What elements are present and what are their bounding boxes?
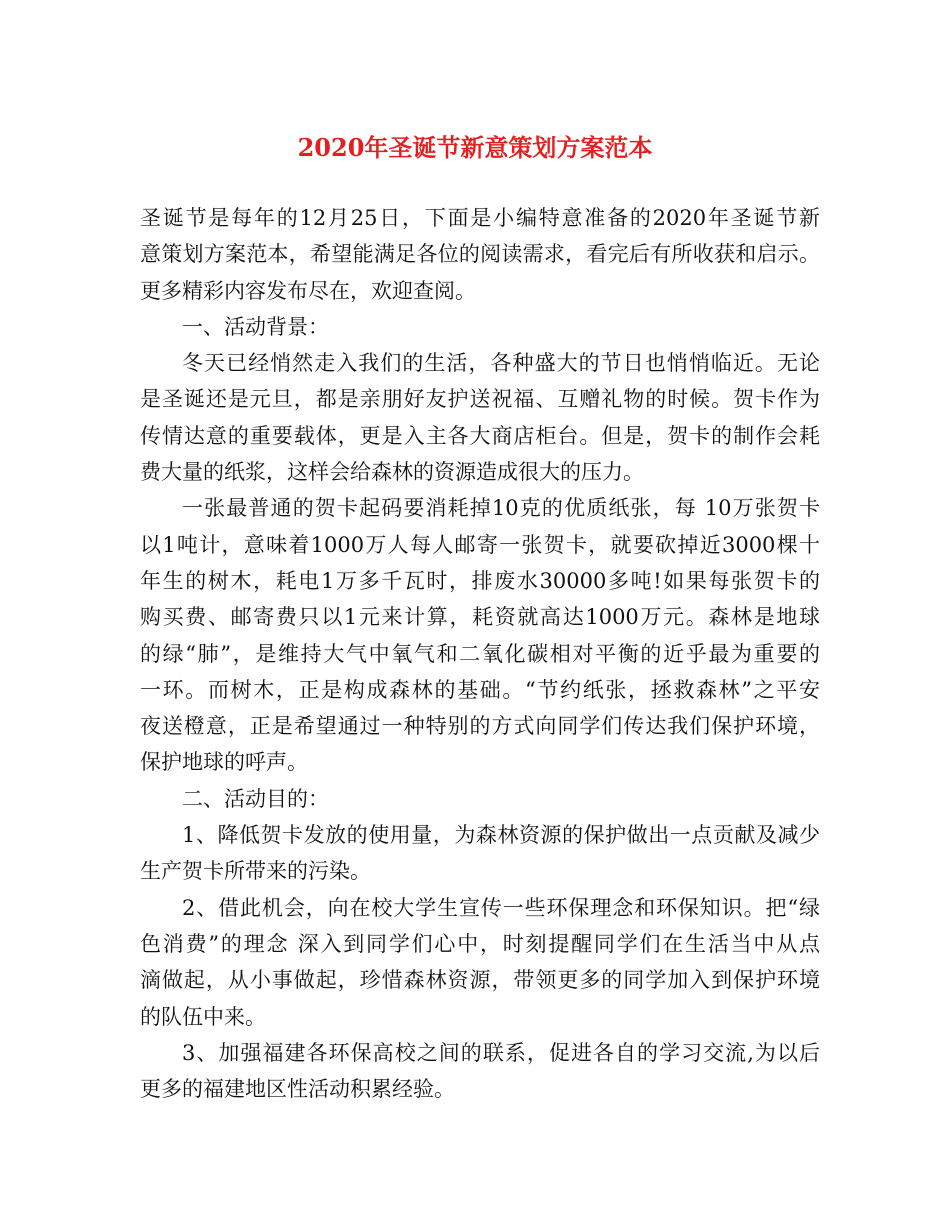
paragraph-line: 年生的树木，耗电1万多千瓦时，排废水30000多吨!如果每张贺卡的: [140, 568, 820, 593]
paragraph-line: 2、借此机会，向在校大学生宣传一些环保理念和环保知识。把“绿: [182, 895, 820, 920]
paragraph-line: 传情达意的重要载体，更是入主各大商店柜台。但是，贺卡的制作会耗: [140, 423, 820, 448]
paragraph-line: 意策划方案范本，希望能满足各位的阅读需求，看完后有所收获和启示。: [140, 242, 820, 267]
paragraph-line: 购买费、邮寄费只以1元来计算，耗资就高达1000万元。森林是地球: [140, 605, 820, 630]
paragraph-line: 的队伍中来。: [140, 1004, 266, 1029]
paragraph-line: 一环。而树木，正是构成森林的基础。“节约纸张，拯救森林”之平安: [140, 677, 820, 702]
paragraph-line: 更多精彩内容发布尽在，欢迎查阅。: [140, 278, 476, 303]
document-body: [140, 200, 820, 1107]
paragraph-line: 以1吨计，意味着1000万人每人邮寄一张贺卡，就要砍掉近3000棵十: [140, 532, 820, 557]
paragraph-line: 色消费”的理念 深入到同学们心中，时刻提醒同学们在生活当中从点: [140, 931, 820, 956]
paragraph-line: 一、活动背景：: [182, 314, 329, 339]
paragraph-line: 一张最普通的贺卡起码要消耗掉10克的优质纸张，每 10万张贺卡: [182, 496, 820, 521]
document-title: 2020年圣诞节新意策划方案范本: [297, 133, 653, 162]
paragraph-line: 滴做起，从小事做起，珍惜森林资源，带领更多的同学加入到保护环境: [140, 968, 820, 993]
paragraph-line: 夜送橙意，正是希望通过一种特别的方式向同学们传达我们保护环境，: [140, 714, 820, 739]
paragraph-line: 冬天已经悄然走入我们的生活，各种盛大的节日也悄悄临近。无论: [182, 351, 820, 376]
paragraph-line: 保护地球的呼声。: [140, 750, 308, 775]
paragraph-line: 更多的福建地区性活动积累经验。: [140, 1077, 455, 1102]
paragraph-line: 是圣诞还是元旦，都是亲朋好友护送祝福、互赠礼物的时候。贺卡作为: [140, 387, 820, 412]
paragraph-line: 1、降低贺卡发放的使用量，为森林资源的保护做出一点贡献及减少: [182, 823, 820, 848]
paragraph-line: 二、活动目的：: [182, 786, 329, 811]
paragraph-line: 3、加强福建各环保高校之间的联系，促进各自的学习交流,为以后: [182, 1040, 820, 1065]
paragraph-line: 生产贺卡所带来的污染。: [140, 859, 371, 884]
paragraph-line: 费大量的纸浆，这样会给森林的资源造成很大的压力。: [140, 460, 644, 485]
paragraph-line: 的绿“肺”，是维持大气中氧气和二氧化碳相对平衡的近乎最为重要的: [140, 641, 820, 666]
paragraph-line: 圣诞节是每年的12月25日，下面是小编特意准备的2020年圣诞节新: [140, 206, 820, 230]
